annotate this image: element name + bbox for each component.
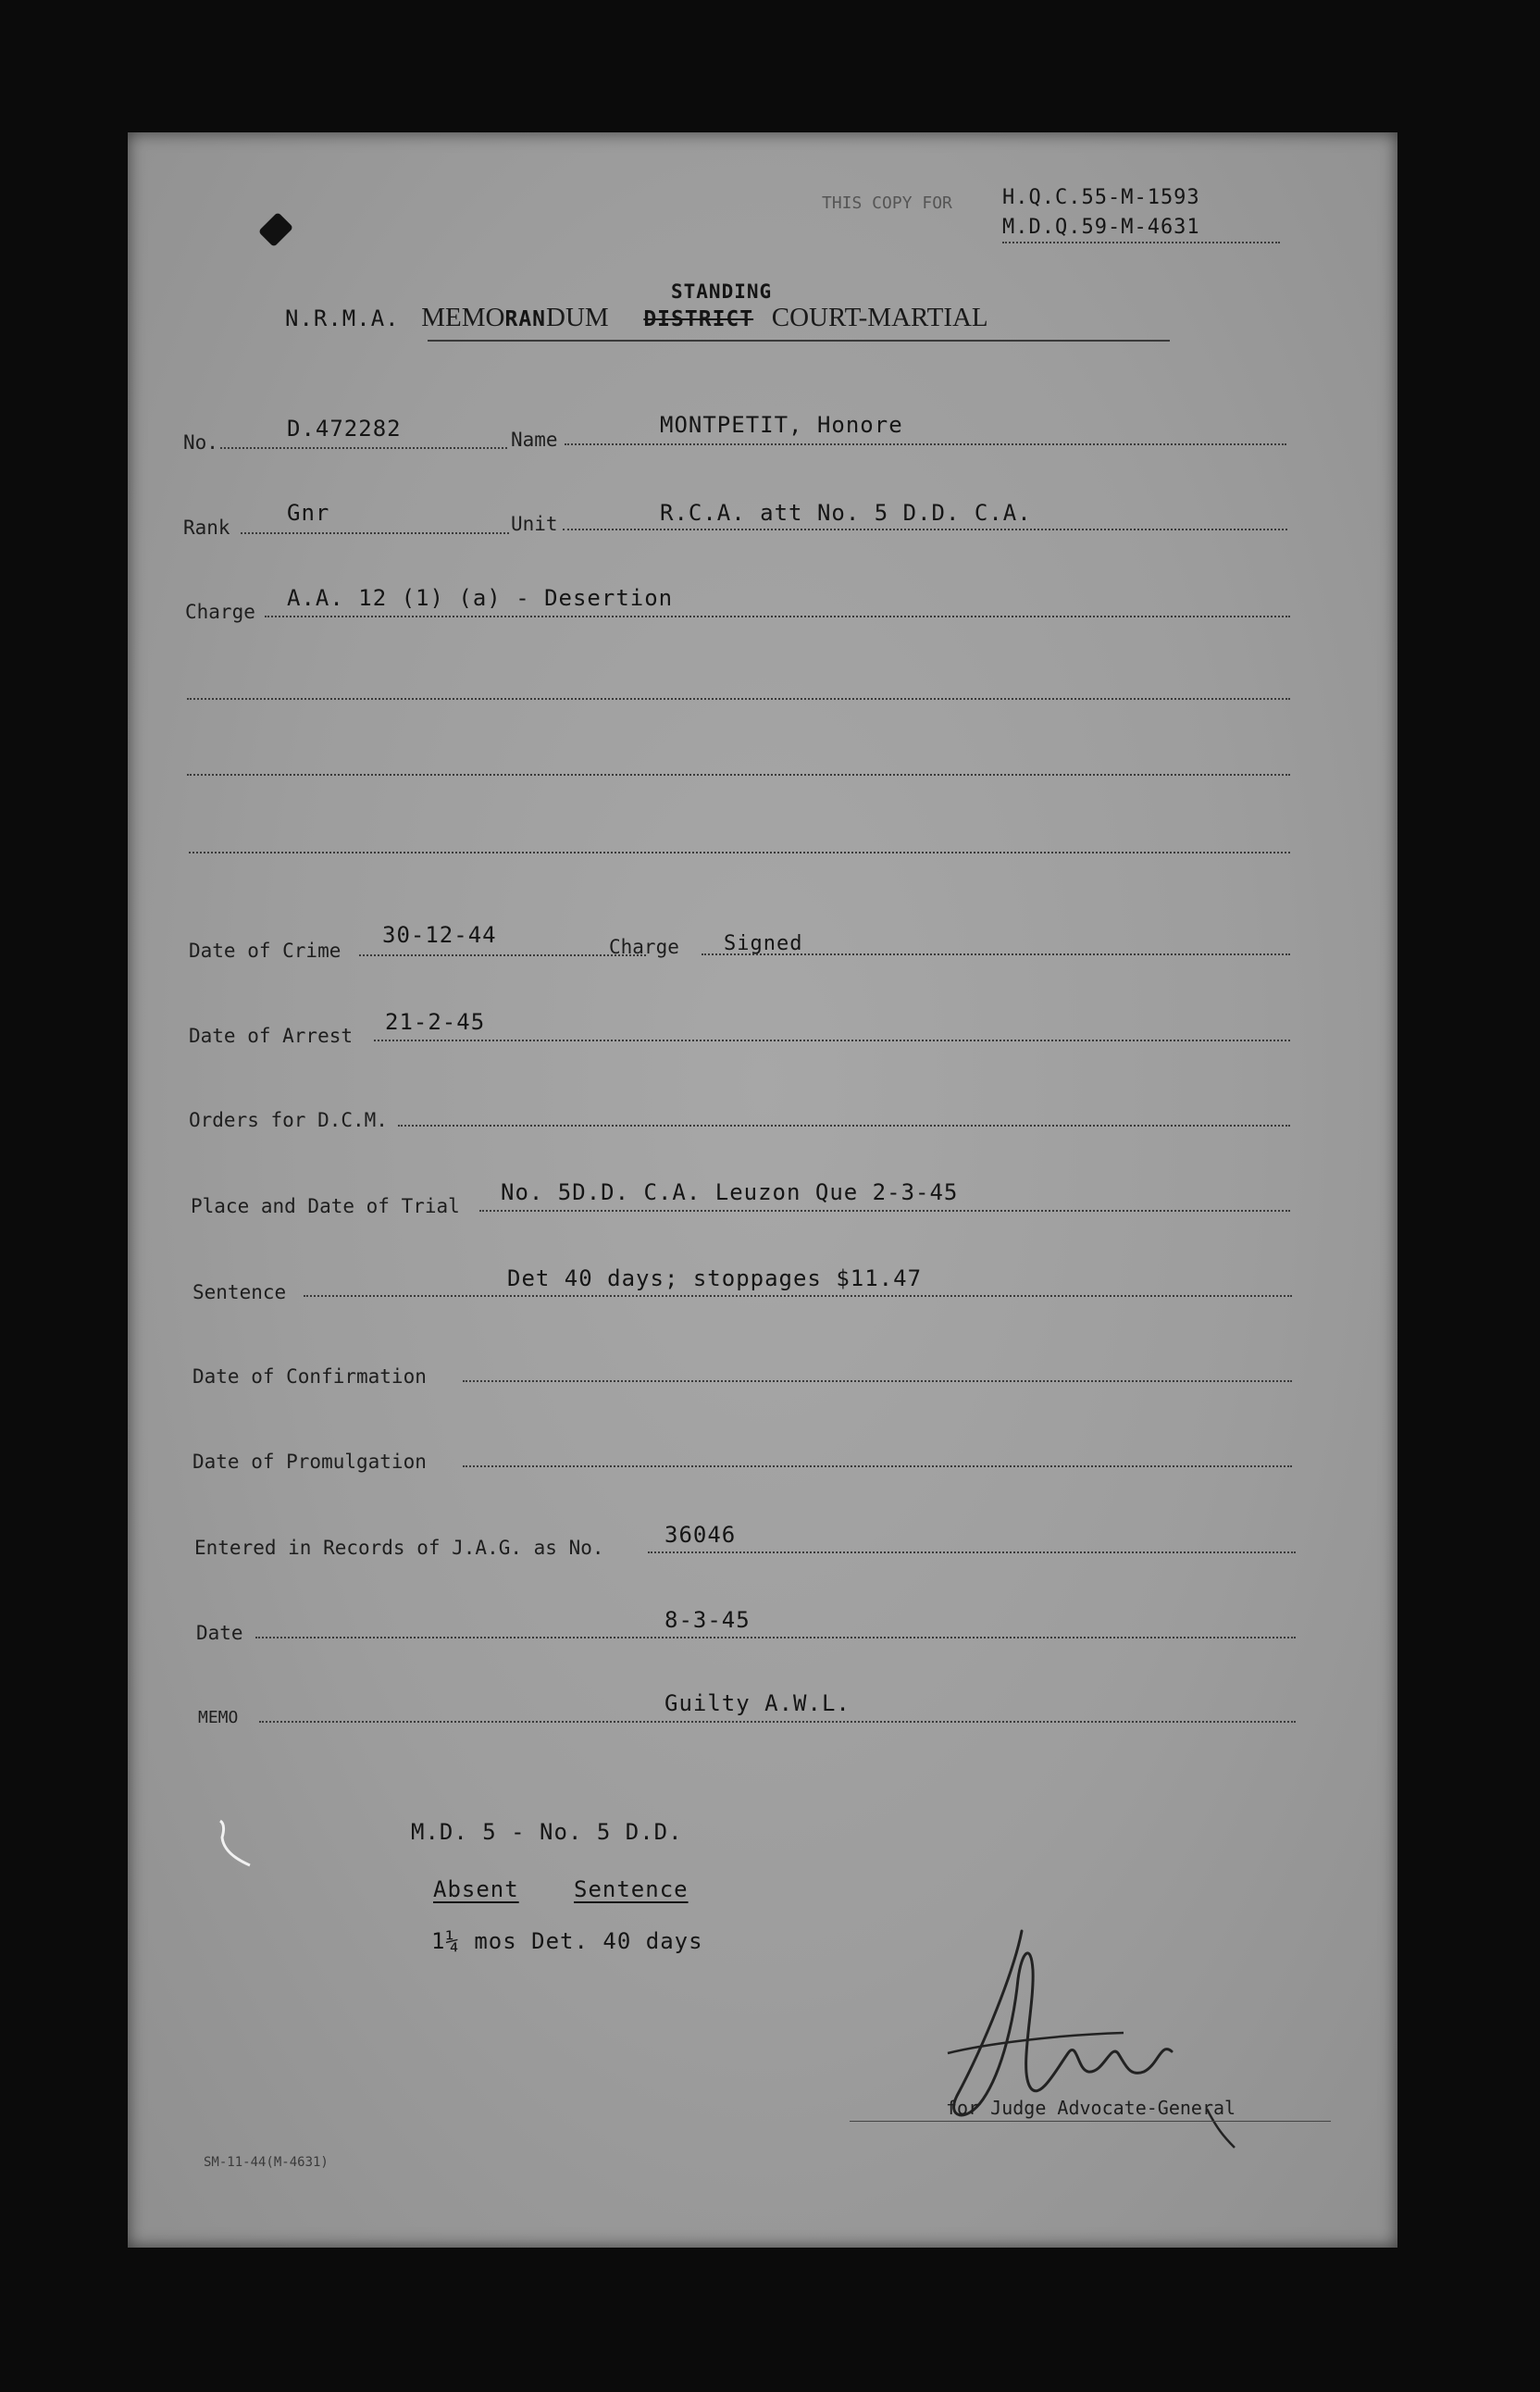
form-title bbox=[285, 303, 988, 333]
label-date-of-confirmation: Date of Confirmation bbox=[192, 1365, 427, 1388]
value-date: 8-3-45 bbox=[664, 1607, 751, 1633]
value-memo: Guilty A.W.L. bbox=[664, 1690, 851, 1716]
value-sentence: Det 40 days; stoppages $11.47 bbox=[507, 1265, 923, 1291]
label-memo: MEMO bbox=[198, 1708, 239, 1727]
label-sentence: Sentence bbox=[192, 1281, 287, 1303]
line-charge-3 bbox=[187, 774, 1290, 776]
title-underline bbox=[428, 340, 1170, 342]
label-place-date-trial: Place and Date of Trial bbox=[191, 1195, 460, 1217]
value-charge-signed: Signed bbox=[724, 932, 803, 955]
line-name bbox=[565, 443, 1286, 445]
label-name: Name bbox=[511, 429, 558, 451]
line-sentence bbox=[304, 1295, 1292, 1297]
md-reference-underline bbox=[1002, 242, 1280, 243]
line-unit bbox=[563, 529, 1287, 530]
signature-line bbox=[850, 2121, 1331, 2122]
value-date-of-arrest: 21-2-45 bbox=[385, 1009, 486, 1035]
label-rank: Rank bbox=[183, 517, 230, 539]
value-no: D.472282 bbox=[287, 416, 402, 442]
signature-image bbox=[929, 1914, 1281, 2155]
label-date-of-promulgation: Date of Promulgation bbox=[192, 1451, 427, 1473]
hq-reference: H.Q.C.55-M-1593 bbox=[1002, 186, 1200, 209]
note-sentence-header: Sentence bbox=[574, 1876, 689, 1902]
title-standing: STANDING bbox=[671, 280, 773, 303]
form-number: SM-11-44(M-4631) bbox=[204, 2155, 329, 2170]
line-jag-record bbox=[648, 1551, 1296, 1553]
label-orders-for-dcm: Orders for D.C.M. bbox=[189, 1109, 388, 1131]
title-court-martial: COURT-MARTIAL bbox=[771, 303, 988, 332]
document-page bbox=[128, 132, 1397, 2248]
label-charge: Charge bbox=[185, 601, 255, 623]
line-rank bbox=[241, 532, 509, 534]
title-struck-district: DISTRICT bbox=[643, 307, 754, 331]
signature-caption: for Judge Advocate-General bbox=[946, 2097, 1236, 2119]
label-charge-signed: Charge bbox=[609, 936, 679, 958]
value-rank: Gnr bbox=[287, 500, 330, 526]
copy-for-prefix: THIS COPY FOR bbox=[822, 193, 952, 213]
label-date-of-crime: Date of Crime bbox=[189, 940, 342, 962]
label-no: No. bbox=[183, 431, 218, 454]
label-unit: Unit bbox=[511, 513, 558, 535]
label-date: Date bbox=[196, 1622, 243, 1644]
note-line-3: 1¼ mos Det. 40 days bbox=[431, 1928, 703, 1954]
line-date-of-arrest bbox=[374, 1040, 1290, 1041]
pen-tick-mark bbox=[217, 1817, 257, 1869]
value-date-of-crime: 30-12-44 bbox=[382, 922, 497, 948]
note-line-1: M.D. 5 - No. 5 D.D. bbox=[411, 1819, 683, 1845]
value-charge: A.A. 12 (1) (a) - Desertion bbox=[287, 585, 674, 611]
label-jag-record: Entered in Records of J.A.G. as No. bbox=[194, 1537, 604, 1559]
line-orders-for-dcm bbox=[398, 1125, 1290, 1127]
line-charge-4 bbox=[189, 852, 1290, 853]
value-jag-record: 36046 bbox=[664, 1522, 737, 1548]
title-memo: MEMO bbox=[421, 303, 505, 332]
line-no bbox=[220, 447, 507, 449]
title-dum: DUM bbox=[546, 303, 609, 332]
note-absent-header: Absent bbox=[433, 1876, 519, 1902]
value-place-date-trial: No. 5D.D. C.A. Leuzon Que 2-3-45 bbox=[501, 1179, 959, 1205]
line-place-date-trial bbox=[479, 1210, 1290, 1212]
label-date-of-arrest: Date of Arrest bbox=[189, 1025, 354, 1047]
line-charge-2 bbox=[187, 698, 1290, 700]
line-date-of-confirmation bbox=[463, 1380, 1292, 1382]
line-date bbox=[255, 1637, 1296, 1638]
title-prefix: N.R.M.A. bbox=[285, 305, 400, 331]
line-date-of-crime bbox=[359, 954, 646, 956]
line-date-of-promulgation bbox=[463, 1465, 1292, 1467]
line-charge-1 bbox=[265, 616, 1290, 617]
value-name: MONTPETIT, Honore bbox=[660, 412, 903, 438]
md-reference: M.D.Q.59-M-4631 bbox=[1002, 216, 1200, 239]
value-unit: R.C.A. att No. 5 D.D. C.A. bbox=[660, 500, 1032, 526]
line-memo bbox=[259, 1721, 1296, 1723]
ink-mark bbox=[258, 212, 293, 247]
title-struck-letters: RAN bbox=[504, 307, 547, 331]
line-charge-signed bbox=[702, 953, 1290, 955]
